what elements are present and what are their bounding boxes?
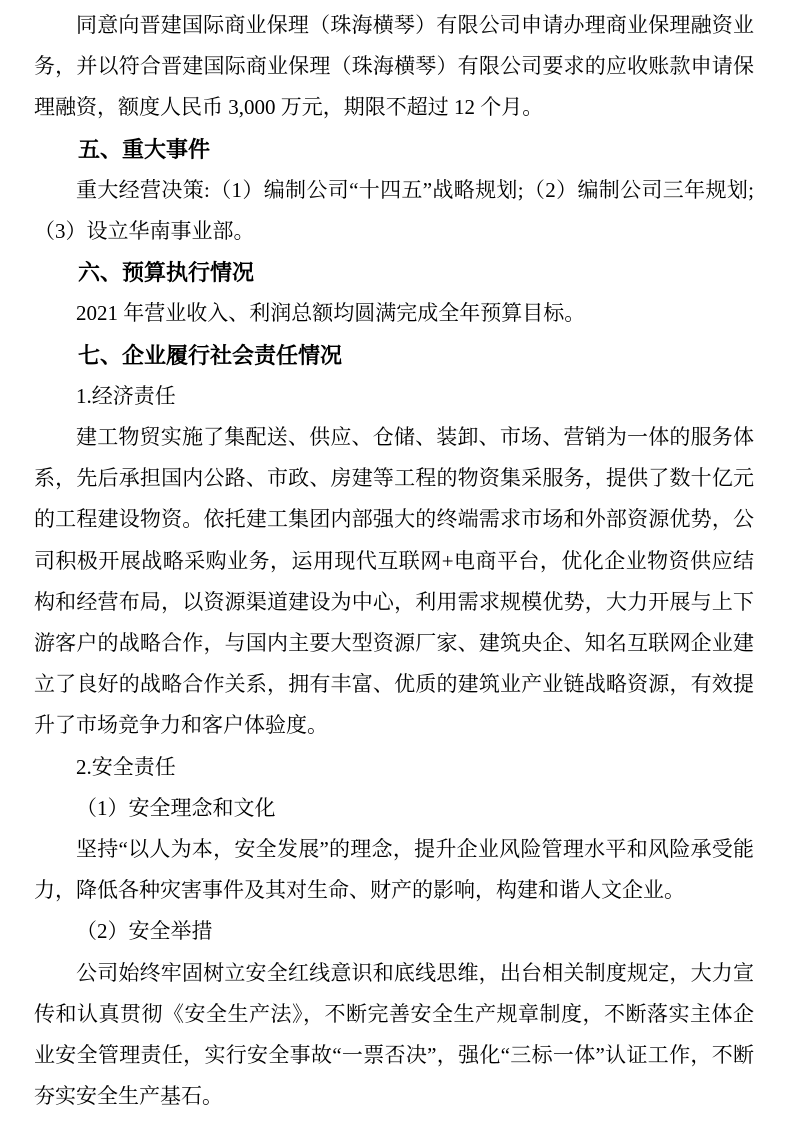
paragraph: 2.安全责任 (76, 754, 176, 779)
document-body (34, 5, 754, 1117)
paragraph: （1）安全理念和文化 (76, 795, 276, 820)
section-heading: 七、企业履行社会责任情况 (78, 342, 343, 368)
paragraph: 2021 年营业收入、利润总额均圆满完成全年预算目标。 (76, 301, 586, 326)
paragraph: 公司始终牢固树立安全红线意识和底线思维，出台相关制度规定，大力宣传和认真贯彻《安全生产法》，不断完善安全生产规章制度，不断落实主体企业安全管理责任，实行安全事故“一票否决”，强化“三标一体”认证工作，不断夯实安全生产基石。 (34, 960, 754, 1109)
section-heading: 六、预算执行情况 (78, 260, 255, 286)
section-heading: 五、重大事件 (78, 136, 211, 162)
paragraph: 坚持“以人为本，安全发展”的理念，提升企业风险管理水平和风险承受能力，降低各种灾害事件及其对生命、财产的影响，构建和谐人文企业。 (34, 837, 754, 903)
paragraph: 同意向晋建国际商业保理（珠海横琴）有限公司申请办理商业保理融资业务，并以符合晋建国际商业保理（珠海横琴）有限公司要求的应收账款申请保理融资，额度人民币 3,000 万元，期限不超过 12 个月。 (34, 13, 754, 120)
paragraph: 1.经济责任 (76, 383, 176, 408)
paragraph: （2）安全举措 (76, 919, 213, 944)
paragraph: 建工物贸实施了集配送、供应、仓储、装卸、市场、营销为一体的服务体系，先后承担国内公路、市政、房建等工程的物资集采服务，提供了数十亿元的工程建设物资。依托建工集团内部强大的终端需求市场和外部资源优势，公司积极开展战略采购业务，运用现代互联网+电商平台，优化企业物资供应结构和经营布局，以资源渠道建设为中心，利用需求规模优势，大力开展与上下游客户的战略合作，与国内主要大型资源厂家、建筑央企、知名互联网企业建立了良好的战略合作关系，拥有丰富、优质的建筑业产业链战略资源，有效提升了市场竞争力和客户体验度。 (34, 425, 754, 738)
paragraph: 重大经营决策:（1）编制公司“十四五”战略规划;（2）编制公司三年规划;（3）设立华南事业部。 (34, 177, 754, 244)
